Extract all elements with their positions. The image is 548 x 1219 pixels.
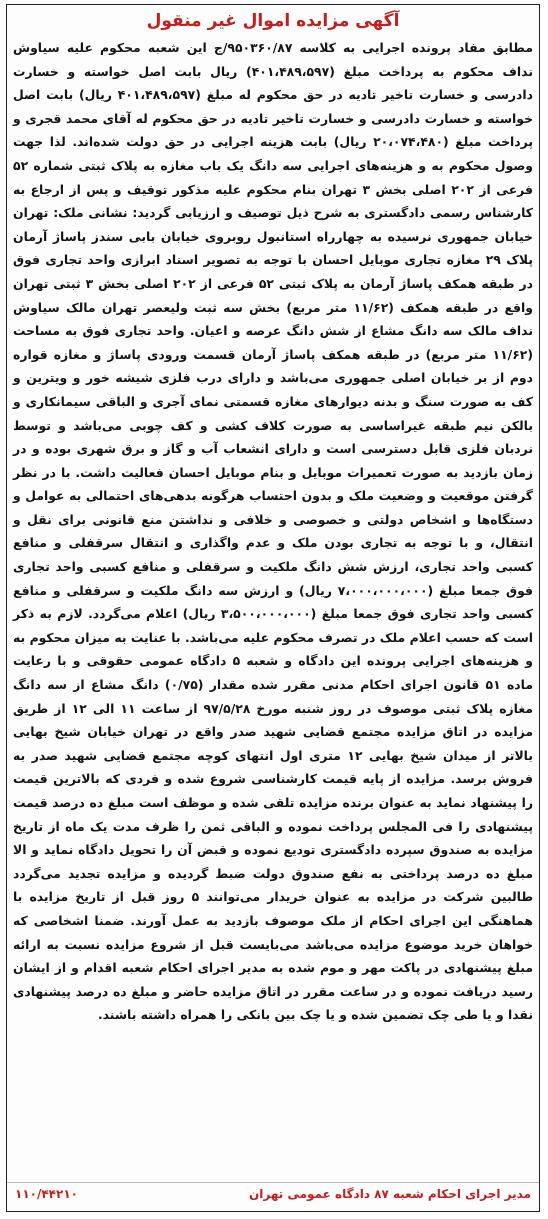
notice-ad-code: ۱۱۰/۴۴۲۱۰: [15, 1187, 78, 1201]
notice-body: مطابق مفاد پرونده اجرایی به کلاسه ۹۵۰۳۶۰/۸۷/ج این شعبه محکوم علیه سیاوش نداف محکوم به پرداخت مبلغ (۴۰۱،۴۸۹،۵۹۷) ریال بابت اصل خواسته و خسارت دادرسی و خسارت تاخیر تادیه در حق محکوم له مبلغ (۴۰۱،۴۸۹،۵۹۷ ریال) بابت اصل خواسته و خسارت دادرسی و خسارت تاخیر تادیه در حق محکوم له آقای محمد قجری و پرداخت مبلغ (۲۰،۰۷۴،۴۸۰ ریال) بابت هزینه اجرایی در حق دولت شده‌اند. لذا جهت وصول محکوم به و هزینه‌های اجرایی سه دانگ یک باب مغازه به پلاک ثبتی شماره ۵۲ فرعی از ۲۰۲ اصلی بخش ۳ تهران بنام محکوم علیه مذکور توقیف و پس از ارجاع به کارشناس رسمی دادگستری به شرح ذیل توصیف و ارزیابی گردید: نشانی ملک: تهران خیابان جمهوری نرسیده به چهارراه استانبول روبروی خیابان بابی سندز پاساژ آرمان پلاک ۲۹ مغازه تجاری موبایل احسان با توجه به تصویر اسناد ابرازی واحد تجاری فوق در طبقه همکف پاساژ آرمان به پلاک ثبتی ۵۲ فرعی از ۲۰۲ اصلی بخش ۳ ثبتی تهران واقع در طبقه همکف (۱۱/۶۲ متر مربع) بخش سه ثبت ولیعصر تهران مالک سیاوش نداف مالک سه دانگ مشاع از شش دانگ عرصه و اعیان. واحد تجاری فوق به مساحت (۱۱/۶۲ متر مربع) در طبقه همکف پاساژ آرمان قسمت ورودی پاساژ و مغازه قواره دوم از بر خیابان اصلی جمهوری می‌باشد و دارای درب فلزی شیشه خور و ویترین و کف به صورت سنگ و بدنه دیوارهای مغازه قسمتی نمای آجری و الباقی سیمانکاری و بالکن نیم طبقه غیراساسی به صورت کلاف کشی و کف چوبی می‌باشد و توسط نردبان فلزی قابل دسترسی است و دارای انشعاب آب و گاز و برق شهری بوده و در زمان بازدید به صورت تعمیرات موبایل و بنام موبایل احسان فعالیت داشت. با در نظر گرفتن موقعیت و وضعیت ملک و بدون احتساب هرگونه بدهی‌های احتمالی به عوامل و دستگاه‌ها و اشخاص دولتی و خصوصی و خلافی و نداشتن منع قانونی برای نقل و انتقال، و با توجه به تجاری بودن ملک و عدم واگذاری و انتقال سرقفلی و منافع کسبی واحد تجاری، ارزش شش دانگ ملکیت و سرقفلی و منافع کسبی واحد تجاری فوق جمعا مبلغ (۷،۰۰۰،۰۰۰،۰۰۰ ریال) و ارزش سه دانگ ملکیت و سرقفلی و منافع کسبی واحد تجاری فوق جمعا مبلغ (۳،۵۰۰،۰۰۰،۰۰۰ ریال) اعلام می‌گردد. لازم به ذکر است که حسب اعلام ملک در تصرف محکوم علیه می‌باشد. با عنایت به میزان محکوم به و هزینه‌های اجرایی پرونده این دادگاه و شعبه ۵ دادگاه عمومی حقوقی و با رعایت ماده ۵۱ قانون اجرای احکام مدنی مقرر شده مقدار (۰/۷۵) دانگ مشاع از سه دانگ مغازه پلاک ثبتی موصوف در روز شنبه مورخ ۹۷/۵/۲۸ از ساعت ۱۱ الی ۱۲ از طریق مزایده در اتاق مزایده مجتمع قضایی شهید صدر واقع در تهران خیابان شیخ بهایی بالاتر از میدان شیخ بهایی ۱۲ متری اول انتهای کوچه مجتمع قضایی شهید صدر به فروش برسد. مزایده از پایه قیمت کارشناسی شروع شده و فردی که بالاترین قیمت را پیشنهاد نماید به عنوان برنده مزایده تلقی شده و موظف است مبلغ ده درصد قیمت پیشنهادی را فی المجلس پرداخت نموده و الباقی ثمن را ظرف مدت یک ماه از تاریخ مزایده به صندوق سپرده دادگستری تودیع نموده و قبض آن را تحویل دادگاه نماید و الا مبلغ ده درصد پرداختی به نفع صندوق دولت ضبط گردیده و مزایده تجدید می‌گردد طالبین شرکت در مزایده به عنوان خریدار می‌توانند ۵ روز قبل از تاریخ مزایده با هماهنگی این اجرای احکام از ملک موصوف بازدید به عمل آورند. ضمنا اشخاصی که خواهان خرید موضوع مزایده می‌باشد می‌بایست قبل از شروع مزایده نسبت به ارائه مبلغ پیشنهادی در پاکت مهر و موم شده به مدیر اجرای احکام شعبه اقدام و از ایشان رسید دریافت نموده و در ساعت مقرر در اتاق مزایده حاضر و مبلغ ده درصد پیشنهادی نقدا و یا طی چک تضمین شده و یا چک بین بانکی را همراه داشته باشند.: [13, 40, 534, 1023]
notice-title: آگهی مزایده اموال غیر منقول: [146, 11, 400, 31]
auction-notice: [6, 4, 540, 1212]
notice-footer: [7, 1182, 539, 1205]
notice-signature: مدیر اجرای احکام شعبه ۸۷ دادگاه عمومی تهران: [249, 1187, 531, 1201]
